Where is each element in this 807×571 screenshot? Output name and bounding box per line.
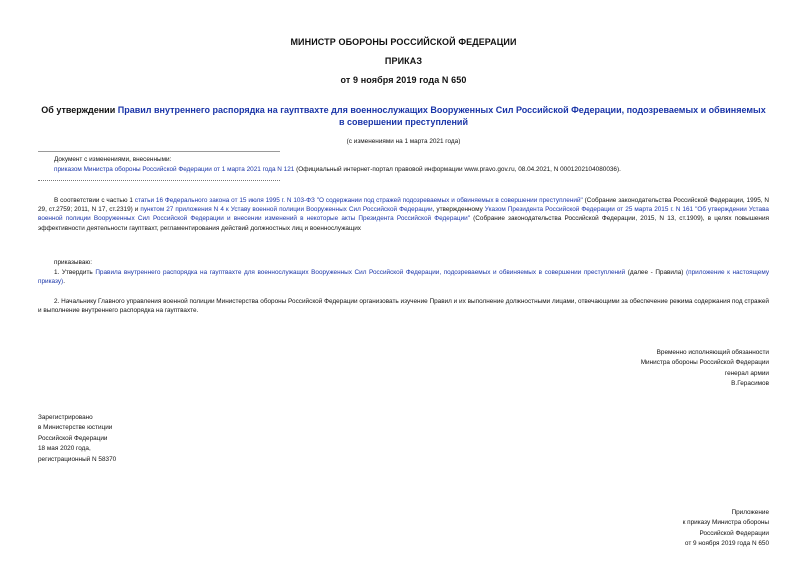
preamble-text-4: (Собрание законодательства Российской Федерации, 2015, N 13, ст.1909), в целях повышения эффективности деятельности гауптвахт, регламентирования действий должностных лиц и военнослужащих [38, 215, 769, 232]
rules-title-link[interactable]: Правил внутреннего распорядка на гауптвахте для военнослужащих Вооруженных Сил Российской Федерации, подозреваемых и обвиняемых в совершении преступлений [117, 105, 766, 127]
amending-order-link[interactable]: приказом Министра обороны Российской Федерации от 1 марта 2021 года N 121 [54, 166, 295, 173]
item-1-text-3: . [63, 278, 65, 286]
order-verb: приказываю: [54, 259, 92, 266]
federal-law-link[interactable]: статьи 16 Федерального закона от 15 июля 1995 г. N 103-ФЗ "О содержании под стражей подозреваемых и обвиняемых в совершении преступлений" [134, 197, 583, 204]
order-type-heading: ПРИКАЗ [384, 56, 423, 66]
approved-rules-link[interactable]: Правила внутреннего распорядка на гауптвахте для военнослужащих Вооруженных Сил Российской Федерации, подозреваемых и обвиняемых в совершении преступлений [95, 269, 626, 276]
preamble-text-3: , утвержденному [432, 206, 485, 214]
registration-line-2: в Министерстве юстиции [38, 424, 113, 432]
order-item-2: 2. Начальнику Главного управления военной полиции Министерства обороны Российской Федерации организовать изучение Правил и их выполнение должностными лицами, отвечающими за обеспечение режима содержания под стражей и выполнение внутреннего распорядка на гауптвахте. [38, 298, 769, 315]
amendments-note: (с изменениями на 1 марта 2021 года) [346, 138, 461, 145]
preamble-paragraph [38, 196, 769, 233]
registration-number: регистрационный N 58370 [38, 455, 117, 463]
charter-appendix-link[interactable]: пунктом 27 приложения N 4 к Уставу военной полиции Вооруженных Сил Российской Федерации [140, 206, 433, 214]
preamble-text-1: В соответствии с частью 1 [54, 197, 135, 204]
changes-source: (Официальный интернет-портал правовой информации www.pravo.gov.ru, 08.04.2021, N 0001202104080036). [294, 166, 621, 173]
appendix-block [500, 508, 769, 550]
signature-block [500, 348, 769, 390]
item-1-text-2: (далее - Правила) [625, 269, 687, 276]
changes-top-rule [38, 151, 280, 152]
changes-entry [54, 165, 774, 174]
title-prefix: Об утверждении [41, 105, 118, 115]
signatory-name: В.Герасимов [731, 380, 769, 388]
item-1-text-1: 1. Утвердить [54, 269, 96, 276]
registration-line-1: Зарегистрировано [38, 414, 93, 421]
order-date-heading: от 9 ноября 2019 года N 650 [340, 75, 467, 85]
registration-block [38, 413, 288, 465]
minister-heading: МИНИСТР ОБОРОНЫ РОССИЙСКОЙ ФЕДЕРАЦИИ [290, 37, 517, 47]
appendix-line-2: к приказу Министра обороны [682, 519, 769, 527]
order-item-1 [38, 268, 769, 286]
changes-bottom-rule [38, 180, 280, 181]
appendix-link[interactable]: (приложение к настоящему приказу) [38, 269, 770, 286]
document-title [40, 104, 767, 128]
signature-line-2: Министра обороны Российской Федерации [640, 359, 769, 367]
presidential-decree-link[interactable]: Указом Президента Российской Федерации от 25 марта 2015 г. N 161 "Об утверждении Устава военной полиции Вооруженных Сил Российской Федерации и внесении изменений в некоторые акты Президента Российской Федерации" [38, 206, 769, 223]
appendix-line-4: от 9 ноября 2019 года N 650 [684, 540, 769, 548]
registration-date: 18 мая 2020 года, [38, 445, 91, 453]
preamble-text-2: (Собрание законодательства Российской Федерации, 1995, N 29, ст.2759; 2011, N 17, ст.2319) и [38, 197, 770, 214]
registration-line-3: Российской Федерации [38, 434, 108, 442]
appendix-line-1: Приложение [731, 509, 769, 516]
appendix-line-3: Российской Федерации [699, 529, 769, 537]
signature-line-3: генерал армии [724, 369, 769, 377]
signature-line-1: Временно исполняющий обязанности [656, 349, 769, 356]
changes-heading: Документ с изменениями, внесенными: [54, 156, 172, 163]
